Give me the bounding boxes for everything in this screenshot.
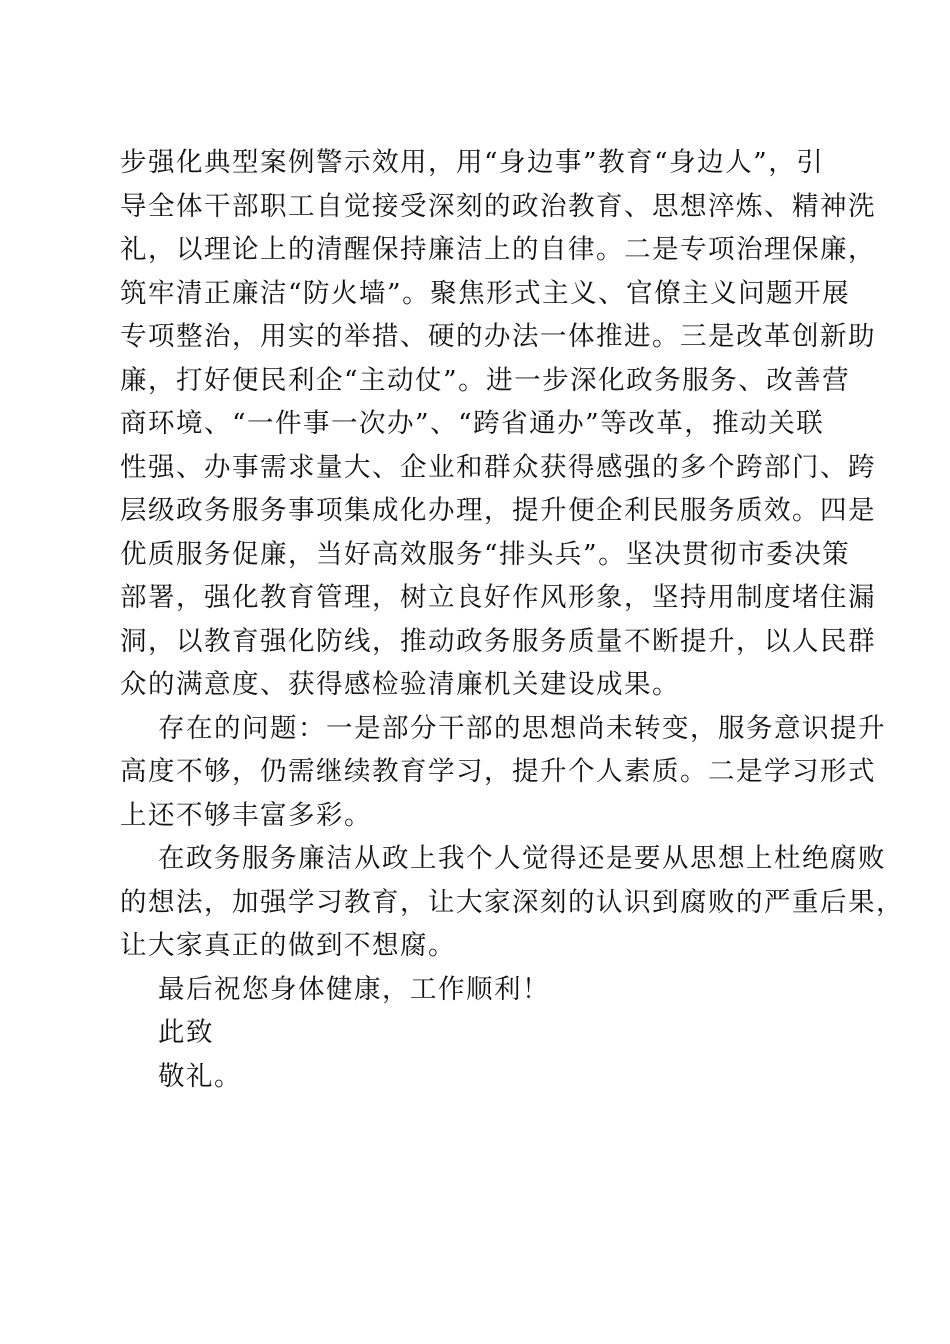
paragraph-start-line: 存在的问题：一是部分干部的思想尚未转变，服务意识提升 [158, 712, 886, 744]
text-line: 的想法，加强学习教育，让大家深刻的认识到腐败的严重后果， [120, 886, 904, 918]
text-line: 众的满意度、获得感检验清廉机关建设成果。 [120, 669, 680, 700]
text-line: 让大家真正的做到不想腐。 [120, 930, 456, 961]
text-line: 性强、办事需求量大、企业和群众获得感强的多个跨部门、跨 [120, 451, 876, 483]
text-line: 洞，以教育强化防线，推动政务服务质量不断提升，以人民群 [120, 625, 876, 657]
closing-wishes-line: 最后祝您身体健康，工作顺利！ [158, 973, 550, 1005]
text-line: 上还不够丰富多彩。 [120, 799, 372, 831]
text-line: 部署，强化教育管理，树立良好作风形象，坚持用制度堵住漏 [120, 582, 876, 613]
text-line: 步强化典型案例警示效用，用“身边事”教育“身边人”，引 [120, 147, 825, 178]
text-line: 导全体干部职工自觉接受深刻的政治教育、思想淬炼、精神洗 [120, 190, 876, 222]
salutation-line: 此致 [158, 1017, 214, 1048]
text-line: 专项整治，用实的举措、硬的办法一体推进。三是改革创新助 [120, 321, 876, 352]
text-line: 优质服务促廉，当好高效服务“排头兵”。坚决贯彻市委决策 [120, 538, 851, 570]
text-line: 廉，打好便民利企“主动仗”。进一步深化政务服务、改善营 [120, 364, 851, 396]
paragraph-start-line: 在政务服务廉洁从政上我个人觉得还是要从思想上杜绝腐败 [158, 843, 886, 874]
document-body [120, 141, 904, 1098]
text-line: 礼，以理论上的清醒保持廉洁上的自律。二是专项治理保廉， [120, 234, 876, 265]
text-line: 商环境、“一件事一次办”、“跨省通办”等改革，推动关联 [120, 408, 825, 439]
salutation-line: 敬礼。 [158, 1060, 242, 1092]
text-line: 筑牢清正廉洁“防火墙”。聚焦形式主义、官僚主义问题开展 [120, 277, 851, 309]
text-line: 层级政务服务事项集成化办理，提升便企利民服务质效。四是 [120, 495, 876, 526]
text-line: 高度不够，仍需继续教育学习，提升个人素质。二是学习形式 [120, 756, 876, 787]
